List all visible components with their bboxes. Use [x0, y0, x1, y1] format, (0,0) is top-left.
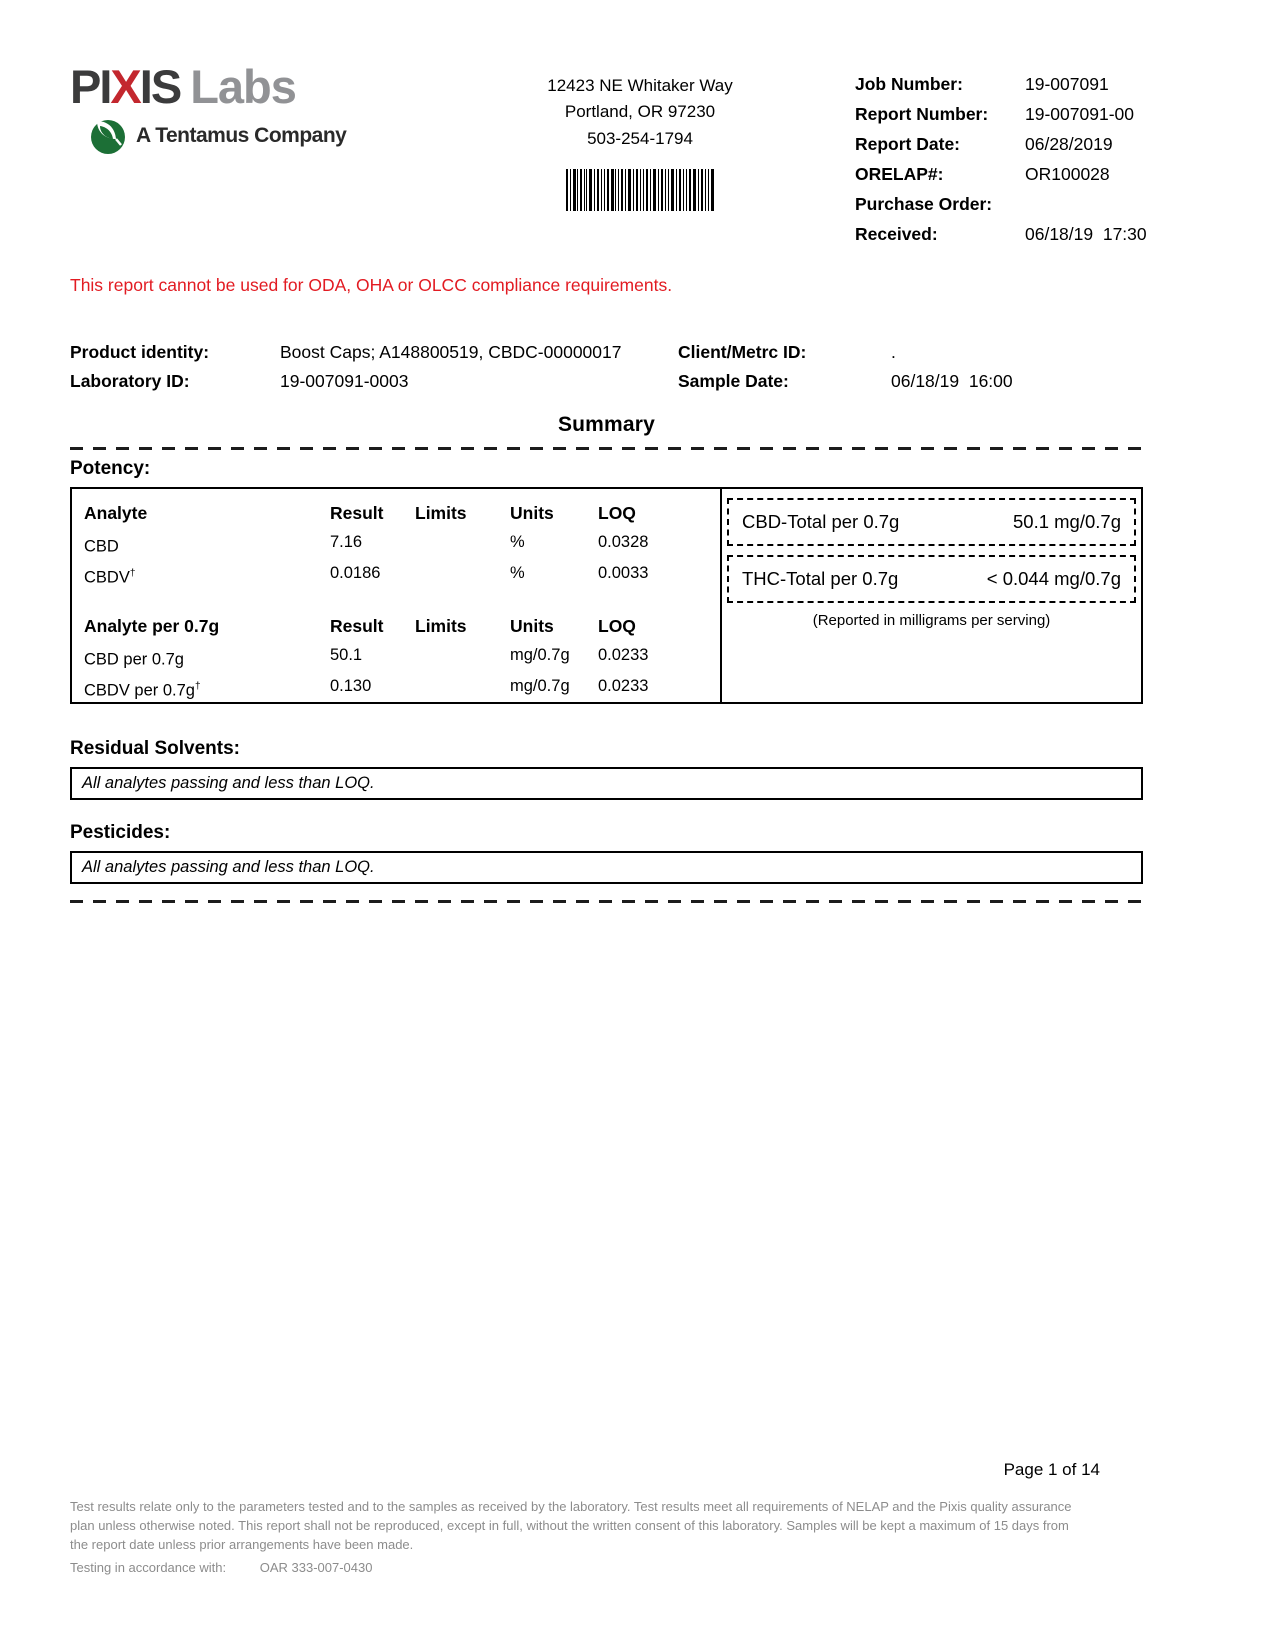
- cbd-total-box: [727, 498, 1136, 546]
- pesticides-heading: Pesticides:: [70, 822, 171, 843]
- laboratory-id-value: 19-007091-0003: [280, 371, 409, 391]
- logo-text-x: X: [110, 60, 140, 113]
- column-header: Result: [330, 503, 384, 523]
- product-identity-value: Boost Caps; A148800519, CBDC-00000017: [280, 342, 622, 362]
- analyte-name: [84, 647, 330, 678]
- sample-info-grid: [70, 342, 1143, 391]
- tentamus-leaf-icon: [88, 116, 128, 156]
- column-header: Analyte per 0.7g: [84, 616, 220, 636]
- pixis-logo-wordmark: [70, 60, 425, 113]
- report-number-label: Report Number:: [855, 104, 989, 124]
- sample-date-value: 06/18/19 16:00: [891, 371, 1013, 391]
- column-header: Limits: [415, 503, 467, 523]
- column-header: Limits: [415, 616, 467, 636]
- analyte-text: CBD: [84, 537, 119, 556]
- dashed-divider-top: [70, 447, 1143, 450]
- loq-value: 0.0328: [598, 533, 649, 551]
- product-identity-label: Product identity:: [70, 342, 210, 362]
- compliance-notice: This report cannot be used for ODA, OHA or OLCC compliance requirements.: [70, 275, 673, 295]
- pixis-logo: [70, 55, 425, 249]
- result-value: 7.16: [330, 533, 363, 551]
- potency-heading: Potency:: [70, 458, 151, 479]
- limits-value: [415, 678, 510, 709]
- potency-results-box: [70, 487, 1143, 704]
- potency-totals-panel: [720, 489, 1141, 702]
- units-value: mg/0.7g: [510, 676, 570, 695]
- analyte-name: [84, 678, 330, 709]
- purchase-order-label: Purchase Order:: [855, 194, 993, 214]
- laboratory-id-label: Laboratory ID:: [70, 371, 190, 391]
- result-value: 0.0186: [330, 563, 381, 582]
- client-metrc-value: .: [891, 342, 896, 362]
- orelap-value: OR100028: [1025, 164, 1110, 184]
- dashed-divider-bottom: [70, 900, 1143, 903]
- report-header: [70, 55, 1275, 249]
- client-metrc-label: Client/Metrc ID:: [678, 342, 807, 362]
- footer-accordance: [70, 1560, 372, 1575]
- loq-value: 0.0233: [598, 676, 649, 695]
- address-city: Portland, OR 97230: [564, 102, 716, 122]
- summary-title: Summary: [557, 413, 656, 436]
- thc-total-value: < 0.044 mg/0.7g: [986, 568, 1121, 589]
- page-number: Page 1 of 14: [1003, 1460, 1100, 1479]
- logo-tagline: [88, 116, 425, 156]
- limits-value: [415, 647, 510, 678]
- analyte-text: CBDV per 0.7g: [84, 681, 195, 699]
- received-value: 06/18/19 17:30: [1025, 224, 1147, 244]
- thc-total-box: [727, 555, 1136, 603]
- report-date-label: Report Date:: [855, 134, 961, 154]
- result-value: 50.1: [330, 646, 363, 664]
- accordance-value: OAR 333-007-0430: [259, 1560, 373, 1575]
- orelap-label: ORELAP#:: [855, 164, 944, 184]
- report-date-value: 06/28/2019: [1025, 134, 1113, 154]
- job-number-value: 19-007091: [1025, 74, 1109, 94]
- column-header: Units: [510, 616, 554, 636]
- totals-note: (Reported in milligrams per serving): [812, 612, 1051, 629]
- loq-value: 0.0233: [598, 646, 649, 664]
- units-value: mg/0.7g: [510, 646, 570, 664]
- potency-table-percent: [84, 503, 714, 595]
- loq-value: 0.0033: [598, 563, 649, 582]
- units-value: %: [510, 563, 525, 582]
- column-header: Result: [330, 616, 384, 636]
- job-number-label: Job Number:: [855, 74, 963, 94]
- sample-date-label: Sample Date:: [678, 371, 789, 391]
- tagline-text: A Tentamus Company: [136, 124, 347, 147]
- dagger-mark: †: [129, 567, 136, 579]
- analyte-text: CBDV: [84, 568, 130, 586]
- logo-text-is: IS: [139, 60, 181, 113]
- dagger-mark: †: [194, 680, 201, 692]
- report-number-value: 19-007091-00: [1025, 104, 1134, 124]
- received-label: Received:: [855, 224, 938, 244]
- pesticides-result: All analytes passing and less than LOQ.: [70, 851, 1143, 884]
- purchase-order-value: [1025, 189, 1275, 219]
- result-value: 0.130: [330, 676, 372, 695]
- logo-text-labs: Labs: [190, 60, 296, 113]
- analyte-name: [84, 534, 330, 565]
- lab-address-block: [425, 55, 855, 249]
- barcode: [565, 169, 715, 211]
- residual-solvents-result: All analytes passing and less than LOQ.: [70, 767, 1143, 800]
- column-header: Units: [510, 503, 554, 523]
- limits-value: [415, 534, 510, 565]
- accordance-label: Testing in accordance with:: [70, 1560, 227, 1575]
- units-value: %: [510, 533, 525, 551]
- address-street: 12423 NE Whitaker Way: [547, 76, 733, 95]
- limits-value: [415, 565, 510, 596]
- address-phone: 503-254-1794: [587, 128, 693, 148]
- potency-table-per-serving: [84, 616, 714, 708]
- column-header: LOQ: [598, 503, 636, 523]
- cbd-total-value: 50.1 mg/0.7g: [1013, 511, 1121, 532]
- column-header: LOQ: [598, 616, 636, 636]
- report-info-block: [855, 55, 1275, 249]
- analyte-text: CBD per 0.7g: [84, 650, 184, 669]
- logo-text-pi: PI: [70, 60, 111, 113]
- residual-solvents-heading: Residual Solvents:: [70, 738, 240, 759]
- thc-total-label: THC-Total per 0.7g: [742, 568, 899, 589]
- column-header: Analyte: [84, 503, 148, 523]
- potency-tables: [72, 489, 720, 702]
- cbd-total-label: CBD-Total per 0.7g: [742, 511, 900, 532]
- analyte-name: [84, 565, 330, 596]
- footer-disclaimer: Test results relate only to the parameters tested and to the samples as received by the laboratory. Test results meet all requirements of NELAP and the Pixis quality assurance plan unless otherwise noted. This report shall not be reproduced, except in full, without the written consent of this laboratory. Samples will be kept a maximum of 15 days from the report date unless prior arrangements have been made.: [70, 1499, 1072, 1553]
